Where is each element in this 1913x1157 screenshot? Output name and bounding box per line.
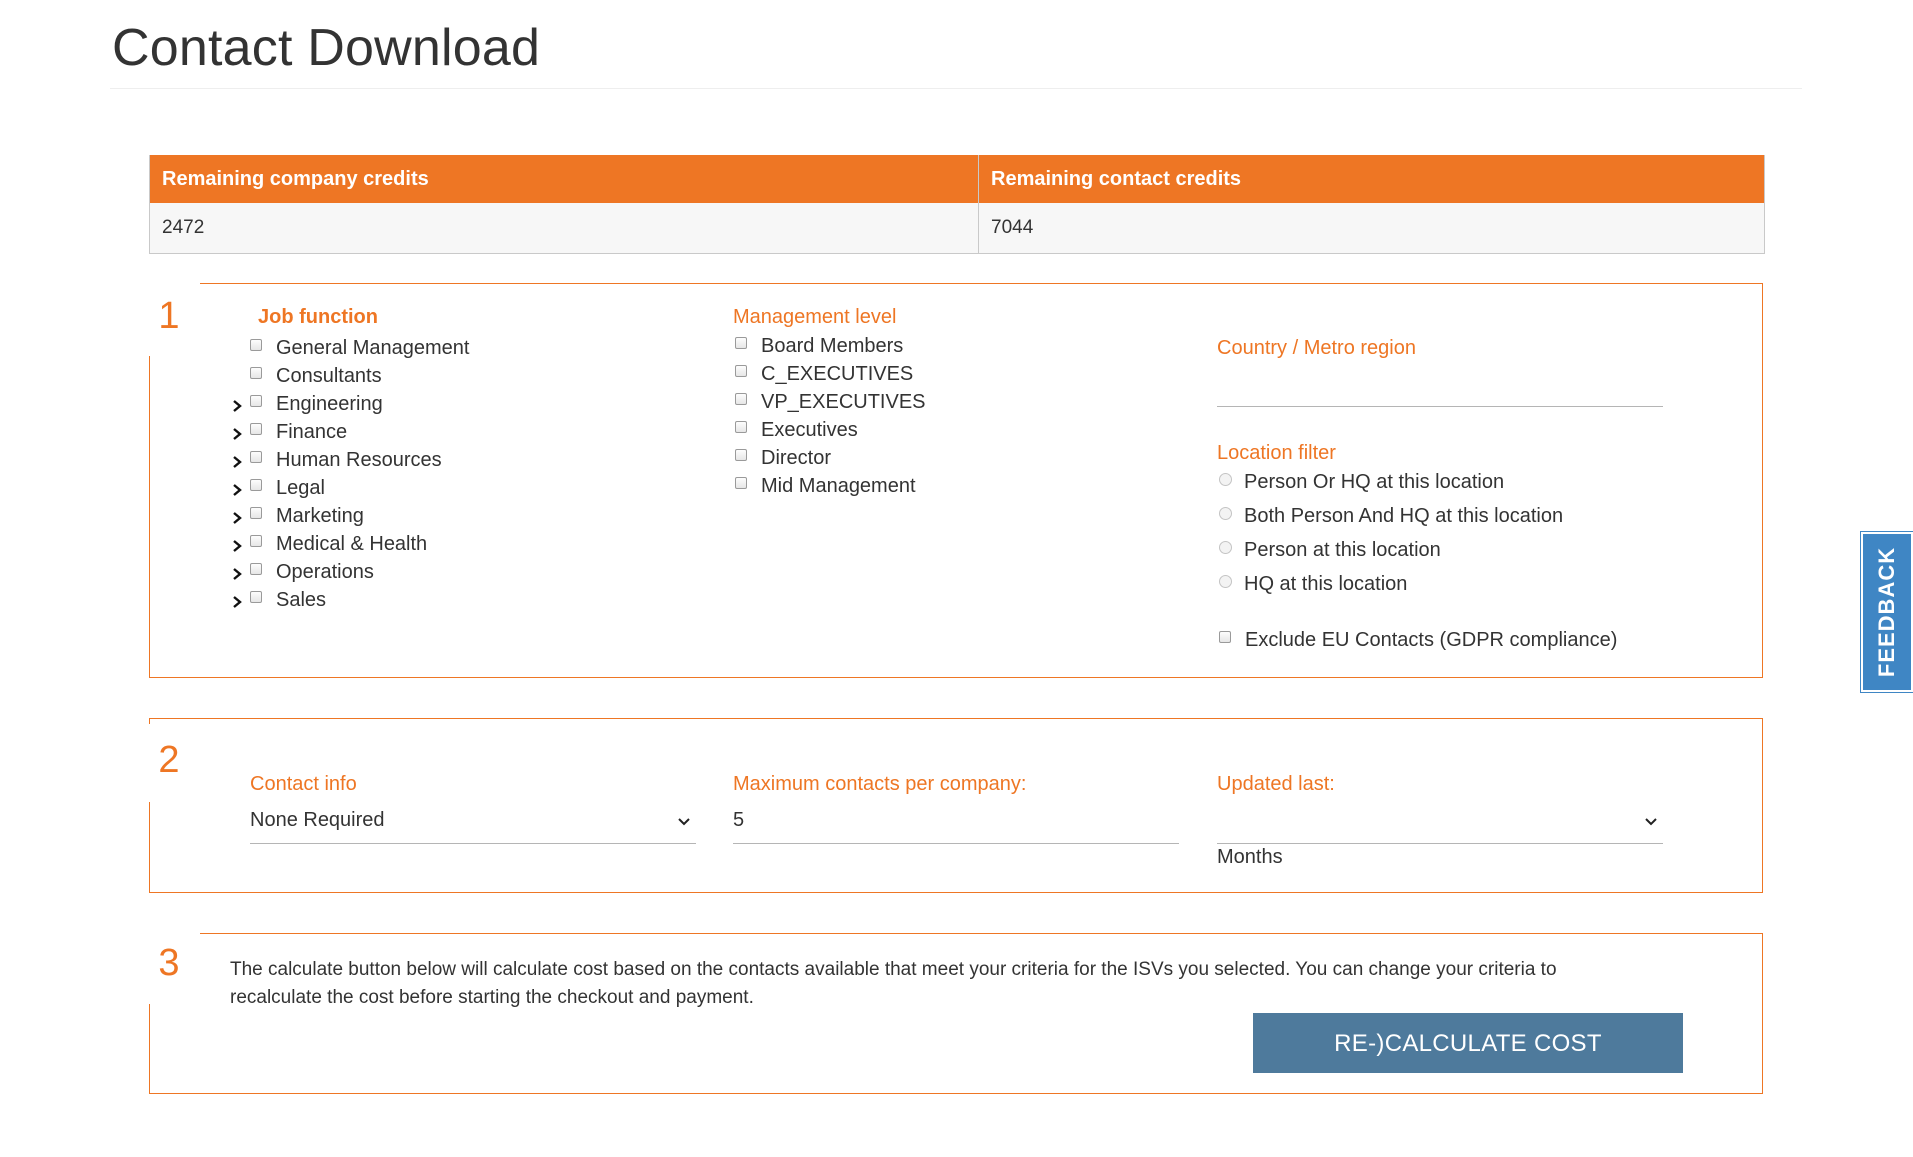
feedback-label: FEEDBACK <box>1874 546 1900 678</box>
management-level-item[interactable] <box>735 332 903 360</box>
location-filter-radio[interactable] <box>1219 473 1232 486</box>
step1-number: 1 <box>138 280 200 356</box>
title-divider <box>110 88 1802 89</box>
location-filter-option-label: Both Person And HQ at this location <box>1244 504 1564 527</box>
job-function-item[interactable] <box>250 474 325 502</box>
job-function-checkbox[interactable] <box>250 535 262 547</box>
job-function-item[interactable] <box>250 530 427 558</box>
job-function-item-label: Legal <box>276 476 325 499</box>
page-title: Contact Download <box>112 19 541 77</box>
job-function-checkbox[interactable] <box>250 591 262 603</box>
credits-table <box>149 155 1765 254</box>
management-level-item-label: C_EXECUTIVES <box>761 362 914 385</box>
max-contacts-label: Maximum contacts per company: <box>733 773 1027 795</box>
recalculate-cost-button[interactable]: RE-)CALCULATE COST <box>1253 1013 1683 1073</box>
job-function-checkbox[interactable] <box>250 479 262 491</box>
management-level-checkbox[interactable] <box>735 449 747 461</box>
credits-values-row <box>150 203 1764 253</box>
job-function-item-label: Consultants <box>276 364 382 387</box>
chevron-down-icon <box>676 816 692 828</box>
management-level-checkbox[interactable] <box>735 337 747 349</box>
job-function-item[interactable] <box>250 502 364 530</box>
max-contacts-underline <box>733 843 1179 844</box>
job-function-checkbox[interactable] <box>250 563 262 575</box>
job-function-item-label: Sales <box>276 588 327 611</box>
location-filter-label: Location filter <box>1217 442 1336 464</box>
job-function-item-label: Marketing <box>276 504 364 527</box>
job-function-item-label: Medical & Health <box>276 532 428 555</box>
location-filter-option[interactable] <box>1219 468 1504 496</box>
job-function-item[interactable] <box>250 446 442 474</box>
credits-header-row <box>150 155 1764 203</box>
contact-credits-header: Remaining contact credits <box>991 168 1242 190</box>
location-filter-option[interactable] <box>1219 570 1407 598</box>
location-filter-radio[interactable] <box>1219 507 1232 520</box>
feedback-tab[interactable] <box>1861 532 1913 692</box>
job-function-checkbox[interactable] <box>250 451 262 463</box>
management-level-checkbox[interactable] <box>735 421 747 433</box>
contact-info-underline <box>250 843 696 844</box>
country-label: Country / Metro region <box>1217 337 1416 359</box>
updated-last-unit: Months <box>1217 846 1283 868</box>
step3-number: 3 <box>138 930 200 1004</box>
step2-number: 2 <box>138 724 200 802</box>
management-level-item-label: VP_EXECUTIVES <box>761 390 926 413</box>
management-level-label: Management level <box>733 306 897 328</box>
management-level-item-label: Board Members <box>761 334 904 357</box>
contact-info-select[interactable]: None Required <box>250 809 385 831</box>
chevron-right-icon[interactable] <box>228 564 246 584</box>
management-level-item-label: Director <box>761 446 832 469</box>
job-function-item[interactable] <box>250 362 382 390</box>
management-level-item[interactable] <box>735 472 916 500</box>
chevron-right-icon[interactable] <box>228 508 246 528</box>
job-function-item[interactable] <box>250 334 469 362</box>
management-level-item[interactable] <box>735 388 926 416</box>
job-function-item-label: Human Resources <box>276 448 442 471</box>
chevron-down-icon <box>1643 816 1659 828</box>
management-level-item[interactable] <box>735 416 858 444</box>
location-filter-option[interactable] <box>1219 536 1441 564</box>
management-level-item-label: Executives <box>761 418 858 441</box>
chevron-right-icon[interactable] <box>228 424 246 444</box>
updated-last-label: Updated last: <box>1217 773 1335 795</box>
chevron-right-icon[interactable] <box>228 536 246 556</box>
management-level-checkbox[interactable] <box>735 477 747 489</box>
location-filter-option[interactable] <box>1219 502 1563 530</box>
job-function-checkbox[interactable] <box>250 339 262 351</box>
chevron-right-icon[interactable] <box>228 452 246 472</box>
management-level-item[interactable] <box>735 360 913 388</box>
job-function-item-label: General Management <box>276 336 470 359</box>
location-filter-radio[interactable] <box>1219 575 1232 588</box>
chevron-right-icon[interactable] <box>228 592 246 612</box>
management-level-checkbox[interactable] <box>735 365 747 377</box>
job-function-checkbox[interactable] <box>250 423 262 435</box>
job-function-item[interactable] <box>250 418 347 446</box>
job-function-item[interactable] <box>250 390 383 418</box>
gdpr-checkbox[interactable] <box>1219 631 1231 643</box>
calculate-description: The calculate button below will calculate cost based on the contacts available that meet your criteria for the ISVs you selected. You can change your criteria to recalculate the cost before starting the checkout and payment. <box>230 959 1557 1008</box>
job-function-checkbox[interactable] <box>250 507 262 519</box>
step2-options-box <box>149 718 1763 893</box>
location-filter-option-label: Person at this location <box>1244 538 1441 561</box>
job-function-label: Job function <box>258 306 378 328</box>
gdpr-exclude-row[interactable] <box>1219 626 1617 654</box>
chevron-right-icon[interactable] <box>228 480 246 500</box>
company-credits-value: 2472 <box>150 203 979 253</box>
management-level-item-label: Mid Management <box>761 474 916 497</box>
job-function-item-label: Operations <box>276 560 374 583</box>
country-input-underline <box>1217 406 1663 407</box>
job-function-checkbox[interactable] <box>250 367 262 379</box>
location-filter-option-label: Person Or HQ at this location <box>1244 470 1505 493</box>
step3-calculate-box <box>149 933 1763 1094</box>
updated-last-underline <box>1217 843 1663 844</box>
job-function-item-label: Engineering <box>276 392 383 415</box>
max-contacts-input[interactable]: 5 <box>733 809 745 831</box>
chevron-right-icon[interactable] <box>228 396 246 416</box>
contact-credits-value: 7044 <box>991 217 1034 238</box>
updated-last-select[interactable] <box>1217 809 1663 843</box>
job-function-item[interactable] <box>250 558 374 586</box>
job-function-checkbox[interactable] <box>250 395 262 407</box>
management-level-checkbox[interactable] <box>735 393 747 405</box>
country-input[interactable] <box>1217 374 1663 408</box>
location-filter-radio[interactable] <box>1219 541 1232 554</box>
job-function-item[interactable] <box>250 586 326 614</box>
location-filter-option-label: HQ at this location <box>1244 572 1408 595</box>
contact-info-label: Contact info <box>250 773 357 795</box>
management-level-item[interactable] <box>735 444 831 472</box>
company-credits-header: Remaining company credits <box>150 155 979 203</box>
step1-criteria-box <box>149 283 1763 678</box>
gdpr-label: Exclude EU Contacts (GDPR compliance) <box>1245 628 1618 651</box>
job-function-item-label: Finance <box>276 420 348 443</box>
